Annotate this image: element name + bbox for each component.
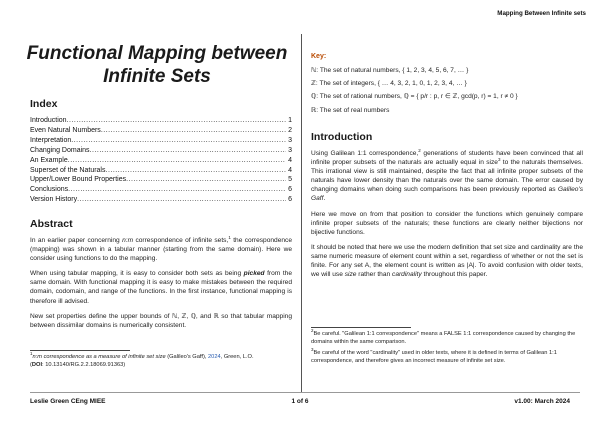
title-line-1: Functional Mapping between [26,43,288,64]
index-entry-page: 4 [288,166,292,174]
abstract-paragraph-3: New set properties define the upper bounds of ℕ, ℤ, ℚ, and ℝ so that tabular mapping between dissimilar domains is numerically consistent. [30,312,292,329]
index-entry[interactable] [30,185,292,195]
index-entry-label: Version History [30,196,78,204]
footnote-ref-2[interactable]: 2 [418,147,421,153]
abstract-paragraph-1: In an earlier paper concerning n:m correspondence of infinite sets,$^1$ the correspondence (mapping) was shown in a tabular manner (starting from the same domain). Here we consider using functions to do the mapping. [30,234,293,263]
key-item-rationals: ℚ: The set of rational numbers, ℚ = { p/r : p, r ∈ ℤ, gcd(p, r) = 1, r ≠ 0 } [311,93,518,101]
footer-version: v1.00: March 2024 [514,398,570,405]
index-entry-page: 5 [288,176,292,184]
abstract-heading: Abstract [30,218,73,230]
index-leader-dots [68,156,286,166]
footnote-ref-1[interactable]: 1 [228,234,231,240]
intro-paragraph-2: Here we move on from that position to consider the functions which genuinely compare infinite proper subsets of the naturals; these functions are clearly neither bijections nor bijective functions. [311,210,583,236]
footer-author: Leslie Green CEng MIEE [30,398,106,405]
index-leader-dots [126,175,286,185]
index-entry-page: 6 [288,186,292,194]
footnote-1-year-link[interactable]: 2024 [208,354,221,360]
index-entry-page: 1 [288,117,292,124]
footnote-rule-left [30,350,130,351]
footnote-rule-right [311,327,411,328]
index-entry-label: Upper/Lower Bound Properties [30,176,127,184]
index-entry-page: 6 [288,196,292,204]
index-entry-label: An Example [30,156,68,164]
index-leader-dots [90,146,287,156]
title-line-2: Infinite Sets [103,66,211,87]
column-divider [301,34,302,392]
index-leader-dots [77,195,286,205]
introduction-heading: Introduction [311,131,373,143]
index-entry[interactable] [30,146,292,156]
index-entry[interactable] [30,195,292,205]
index-entry-label: Conclusions [30,186,69,194]
footnote-2: $^2$Be careful. "Galilean 1:1 correspondence" means a FALSE 1:1 correspondence caused by changing the domains within the same comparison. [311,328,576,345]
footer-rule [30,392,580,393]
key-item-reals: ℝ: The set of real numbers [311,106,390,114]
intro-paragraph-3: It should be noted that here we use the modern definition that set size and cardinality are the same numeric measure of element count within a set, regardless of whether or not the set is finite. For any set A, the element count is written as |A|. To avoid confusion with older texts, we will use size rather than cardinality throughout this paper. [311,243,583,279]
index-leader-dots [67,116,287,126]
index-entry-page: 3 [288,146,292,154]
index-entry[interactable] [30,156,292,166]
index-entry[interactable] [30,166,292,176]
index-entry-page: 4 [288,156,292,164]
index-leader-dots [68,185,286,195]
index-entry-page: 2 [288,126,292,134]
index-entry-label: Superset of the Naturals [30,166,106,174]
index-leader-dots [71,136,286,146]
abstract-paragraph-2: When using tabular mapping, it is easy to consider both sets as being picked from the same domain. With functional mapping it is easy to make mistakes between the required domain, codomain, and range of the functions. In the first instance, functional mapping is therefore ill advised. [30,270,292,305]
index-entry[interactable] [30,136,292,146]
page-title [22,42,292,88]
abstract-body [30,236,292,330]
introduction-body [311,149,583,279]
index-heading: Index [30,98,58,110]
index-leader-dots [106,166,287,176]
index-entry-label: Changing Domains [30,146,90,154]
key-item-integers: ℤ: The set of integers, { … 4, 3, 2, 1, 0, 1, 2, 3, 4, … } [311,80,467,88]
running-header: Mapping Between Infinite sets [497,10,586,17]
index-entry-label: Interpretation [30,136,72,144]
footnote-ref-3[interactable]: 3 [497,156,501,162]
footnote-1: $^1$n:m correspondence as a measure of infinite set size (Galileo's Gaff), 2024, Green, L.O. (DOI: 10.13140/RG.2.2.18069.91363) [30,351,254,368]
index-entry-label: Introduction [30,117,67,124]
index-entry[interactable] [30,175,292,185]
index-entry[interactable] [30,126,292,136]
footnote-3: $^3$Be careful of the word "cardinality" used in older texts, where it is defined in terms of Galilean 1:1 correspondence, and therefore gives an incorrect measure of infinite set size. [311,347,557,364]
key-section [311,53,583,119]
footer-page-number: 1 of 6 [291,398,309,405]
index-entry-page: 3 [288,136,292,144]
index-leader-dots [101,126,286,136]
key-item-naturals: ℕ: The set of natural numbers, { 1, 2, 3, 4, 5, 6, 7, … } [311,67,469,74]
index-entry-label: Even Natural Numbers [30,126,101,134]
key-heading: Key: [311,53,327,60]
index-entry[interactable] [30,116,292,126]
intro-paragraph-1: Using Galilean 1:1 correspondence,$^2$ generations of students have been convinced that all infinite proper subsets of the naturals are actually equal in size$^3$ to the naturals themselves. This irrational view is still maintained, despite the fact that all infinite proper subsets of the naturals have lower density than the naturals over the same domain. The error caused by changing domains when doing such comparisons has been previously reported as Galileo's Gaff. [311,147,583,203]
index-list [30,116,292,205]
